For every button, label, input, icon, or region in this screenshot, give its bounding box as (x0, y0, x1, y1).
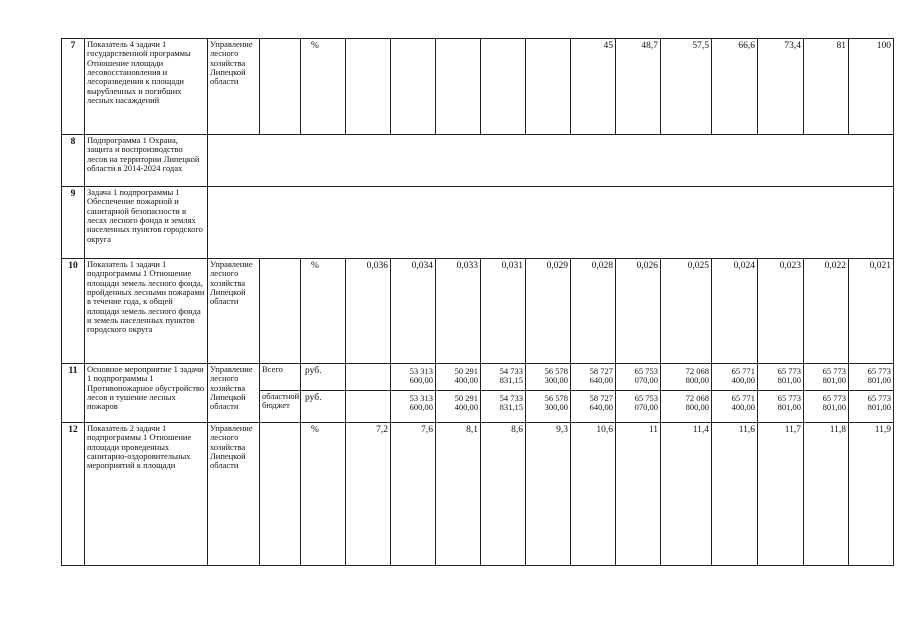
value-cell: 0,024 (712, 259, 758, 364)
value-cell: 7,2 (346, 423, 391, 566)
value-cell: 54 733 831,15 (481, 391, 526, 423)
value-cell: 57,5 (661, 39, 712, 135)
value-cell: 65 753 070,00 (616, 364, 661, 391)
value-cell: 7,6 (391, 423, 436, 566)
unit-cell: % (301, 259, 346, 364)
indicator-name: Показатель 4 задачи 1 государственной программы Отношение площади лесовосстановления и лесоразведения к площади вырубленных и погибших лесных насаждений (85, 39, 208, 135)
indicator-name: Показатель 1 задачи 1 подпрограммы 1 Отношение площади земель лесного фонда, пройденных лесными пожарами в течение года, к общей площади земель лесного фонда и земель населенных пунктов городского округа (85, 259, 208, 364)
value-cell (346, 39, 391, 135)
value-cell: 50 291 400,00 (436, 391, 481, 423)
value-cell: 11,6 (712, 423, 758, 566)
table-row (62, 259, 894, 364)
value-cell: 0,025 (661, 259, 712, 364)
value-cell: 9,3 (526, 423, 571, 566)
value-cell: 58 727 640,00 (571, 391, 616, 423)
value-cell: 45 (571, 39, 616, 135)
table-row (62, 39, 894, 135)
value-cell: 53 313 600,00 (391, 364, 436, 391)
value-cell: 56 578 300,00 (526, 364, 571, 391)
unit-cell: % (301, 39, 346, 135)
value-cell: 0,031 (481, 259, 526, 364)
value-cell: 53 313 600,00 (391, 391, 436, 423)
table-row (62, 364, 894, 391)
row-number: 10 (62, 259, 85, 364)
value-cell (346, 364, 391, 391)
value-cell: 65 771 400,00 (712, 391, 758, 423)
executor-cell: Управление лесного хозяйства Липецкой области (208, 364, 260, 423)
indicator-name: Показатель 2 задачи 1 подпрограммы 1 Отношение площади проведенных санитарно-оздоровительных мероприятий к площади (85, 423, 208, 566)
unit-cell: руб. (301, 364, 346, 391)
value-cell: 81 (804, 39, 849, 135)
row-number: 12 (62, 423, 85, 566)
table-row (62, 187, 894, 259)
value-cell: 65 773 801,00 (804, 391, 849, 423)
value-cell: 66,6 (712, 39, 758, 135)
value-cell: 11,8 (804, 423, 849, 566)
value-cell: 0,022 (804, 259, 849, 364)
value-cell: 48,7 (616, 39, 661, 135)
row-number: 7 (62, 39, 85, 135)
value-cell: 65 773 801,00 (849, 391, 894, 423)
indicators-table (61, 38, 894, 566)
value-cell: 65 773 801,00 (758, 364, 804, 391)
value-cell (391, 39, 436, 135)
value-cell: 11,9 (849, 423, 894, 566)
funding-source-cell: Всего (260, 364, 301, 391)
funding-source-cell: областной бюджет (260, 391, 301, 423)
value-cell: 0,028 (571, 259, 616, 364)
value-cell: 8,1 (436, 423, 481, 566)
value-cell: 10,6 (571, 423, 616, 566)
value-cell (436, 39, 481, 135)
value-cell: 65 753 070,00 (616, 391, 661, 423)
unit-cell: % (301, 423, 346, 566)
value-cell: 72 068 800,00 (661, 391, 712, 423)
value-cell: 0,036 (346, 259, 391, 364)
row-number: 11 (62, 364, 85, 423)
row-number: 8 (62, 135, 85, 187)
value-cell: 8,6 (481, 423, 526, 566)
funding-source-cell (260, 259, 301, 364)
value-cell: 0,034 (391, 259, 436, 364)
value-cell: 0,033 (436, 259, 481, 364)
executor-cell: Управление лесного хозяйства Липецкой области (208, 259, 260, 364)
executor-cell: Управление лесного хозяйства Липецкой области (208, 39, 260, 135)
value-cell: 0,023 (758, 259, 804, 364)
unit-cell: руб. (301, 391, 346, 423)
value-cell: 58 727 640,00 (571, 364, 616, 391)
value-cell: 0,026 (616, 259, 661, 364)
subprogram-title: Подпрограмма 1 Охрана, защита и воспроизводство лесов на территории Липецкой области в 2014-2024 годах (85, 135, 208, 187)
value-cell: 0,029 (526, 259, 571, 364)
funding-source-cell (260, 39, 301, 135)
value-cell: 72 068 800,00 (661, 364, 712, 391)
merged-empty-cell (208, 187, 894, 259)
value-cell: 65 773 801,00 (758, 391, 804, 423)
value-cell: 65 773 801,00 (804, 364, 849, 391)
task-title: Задача 1 подпрограммы 1 Обеспечение пожарной и санитарной безопасности в лесах лесного фонда и землях населенных пунктов городского округа (85, 187, 208, 259)
value-cell: 54 733 831,15 (481, 364, 526, 391)
value-cell: 0,021 (849, 259, 894, 364)
value-cell: 11,4 (661, 423, 712, 566)
value-cell (481, 39, 526, 135)
value-cell: 11,7 (758, 423, 804, 566)
value-cell: 50 291 400,00 (436, 364, 481, 391)
value-cell (526, 39, 571, 135)
value-cell: 56 578 300,00 (526, 391, 571, 423)
value-cell: 65 771 400,00 (712, 364, 758, 391)
merged-empty-cell (208, 135, 894, 187)
value-cell: 65 773 801,00 (849, 364, 894, 391)
table-row (62, 135, 894, 187)
value-cell: 100 (849, 39, 894, 135)
row-number: 9 (62, 187, 85, 259)
value-cell: 11 (616, 423, 661, 566)
executor-cell: Управление лесного хозяйства Липецкой области (208, 423, 260, 566)
value-cell (346, 391, 391, 423)
funding-source-cell (260, 423, 301, 566)
table-row (62, 423, 894, 566)
measure-name: Основное мероприятие 1 задачи 1 подпрограммы 1 Противопожарное обустройство лесов и тушение лесных пожаров (85, 364, 208, 423)
value-cell: 73,4 (758, 39, 804, 135)
